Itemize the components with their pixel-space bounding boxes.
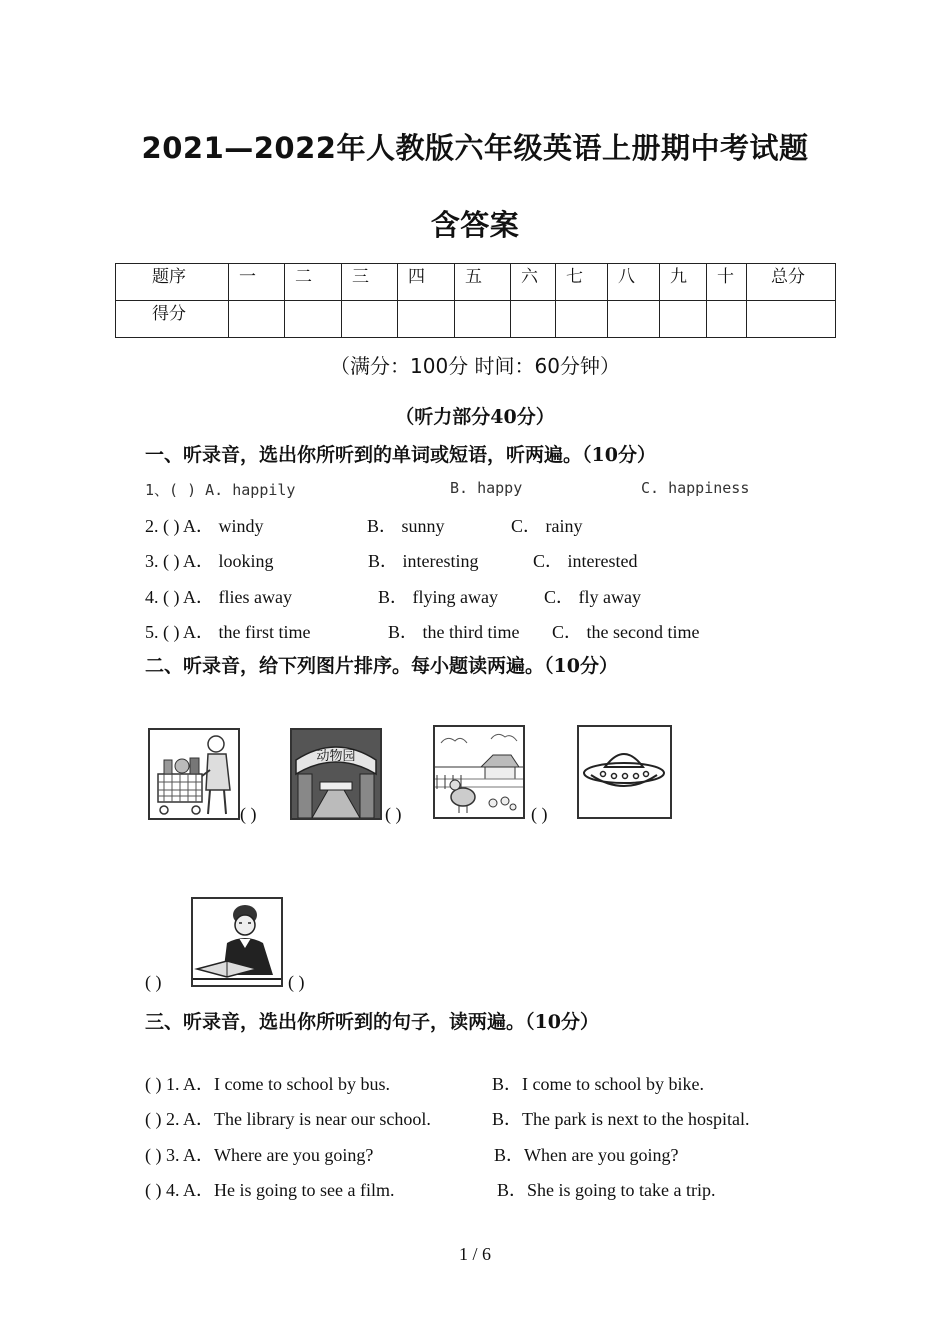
table-cell: 六	[511, 264, 556, 301]
score-input-cell[interactable]	[342, 301, 398, 338]
question-1: 1、( ) A. happily	[145, 481, 296, 499]
option-b: B． interesting	[368, 551, 479, 571]
score-input-cell[interactable]	[455, 301, 511, 338]
shopping-cart-icon	[150, 730, 238, 818]
option-b: B．I come to school by bike.	[492, 1074, 704, 1094]
farm-picture	[433, 725, 525, 819]
page-number: 1 / 6	[458, 1244, 491, 1264]
shopping-cart-picture	[148, 728, 240, 820]
answer-blank[interactable]: ( )	[240, 804, 257, 824]
table-cell: 二	[285, 264, 342, 301]
listening-header: （听力部分40分）	[395, 406, 555, 428]
option-c: C． the second time	[552, 622, 700, 642]
option-b: B． flying away	[378, 587, 498, 607]
page-title: 2021—2022年人教版六年级英语上册期中考试题	[141, 131, 809, 165]
score-table	[115, 263, 836, 338]
zoo-gate-picture	[290, 728, 382, 820]
question-5: 5. ( ) A． the first time	[145, 622, 311, 642]
table-cell: 九	[660, 264, 707, 301]
zoo-gate-icon	[292, 730, 380, 818]
table-row	[116, 264, 836, 301]
score-input-cell[interactable]	[398, 301, 455, 338]
score-input-cell[interactable]	[707, 301, 747, 338]
option-c: C． rainy	[511, 516, 583, 536]
zoo-sign-text: 动物园	[316, 749, 356, 764]
option-b: B． sunny	[367, 516, 445, 536]
section1-heading: 一、听录音，选出你所听到的单词或短语，听两遍。（10分）	[145, 444, 656, 466]
table-cell: 七	[556, 264, 608, 301]
option-b: B. happy	[450, 479, 523, 497]
section3-heading: 三、听录音，选出你所听到的句子，读两遍。（10分）	[145, 1011, 599, 1033]
table-cell: 一	[229, 264, 285, 301]
answer-blank[interactable]: ( )	[385, 804, 402, 824]
option-b: B．When are you going?	[494, 1145, 679, 1165]
question-3: 3. ( ) A． looking	[145, 551, 274, 571]
exam-info: （满分：100分 时间：60分钟）	[330, 354, 620, 378]
table-cell: 四	[398, 264, 455, 301]
question-2: 2. ( ) A． windy	[145, 516, 264, 536]
option-b: B．The park is next to the hospital.	[492, 1109, 750, 1129]
ufo-picture	[577, 725, 672, 819]
score-input-cell[interactable]	[556, 301, 608, 338]
table-cell: 总分	[747, 264, 836, 301]
score-input-cell[interactable]	[285, 301, 342, 338]
page-subtitle: 含答案	[430, 208, 520, 242]
score-input-cell[interactable]	[229, 301, 285, 338]
option-c: C． interested	[533, 551, 638, 571]
option-c: C. happiness	[641, 479, 750, 497]
answer-blank[interactable]: ( )	[145, 972, 162, 992]
option-b: B．She is going to take a trip.	[497, 1180, 716, 1200]
ufo-icon	[579, 727, 670, 817]
question-4: 4. ( ) A． flies away	[145, 587, 292, 607]
section2-heading: 二、听录音，给下列图片排序。每小题读两遍。（10分）	[145, 655, 618, 677]
teacher-icon	[193, 899, 281, 985]
option-c: C． fly away	[544, 587, 641, 607]
teacher-picture	[191, 897, 283, 987]
answer-blank[interactable]: ( )	[288, 972, 305, 992]
score-input-cell[interactable]	[660, 301, 707, 338]
table-cell: 十	[707, 264, 747, 301]
sentence-question-2: ( ) 2. A．The library is near our school.	[145, 1109, 431, 1129]
table-cell: 八	[608, 264, 660, 301]
option-b: B． the third time	[388, 622, 520, 642]
table-cell: 题序	[116, 264, 229, 301]
table-cell: 三	[342, 264, 398, 301]
table-cell: 五	[455, 264, 511, 301]
farm-icon	[435, 727, 523, 817]
table-cell: 得分	[116, 301, 229, 338]
score-input-cell[interactable]	[608, 301, 660, 338]
answer-blank[interactable]: ( )	[531, 804, 548, 824]
sentence-question-3: ( ) 3. A．Where are you going?	[145, 1145, 374, 1165]
sentence-question-4: ( ) 4. A．He is going to see a film.	[145, 1180, 395, 1200]
table-row	[116, 301, 836, 338]
score-input-cell[interactable]	[511, 301, 556, 338]
sentence-question-1: ( ) 1. A．I come to school by bus.	[145, 1074, 390, 1094]
score-input-cell[interactable]	[747, 301, 836, 338]
